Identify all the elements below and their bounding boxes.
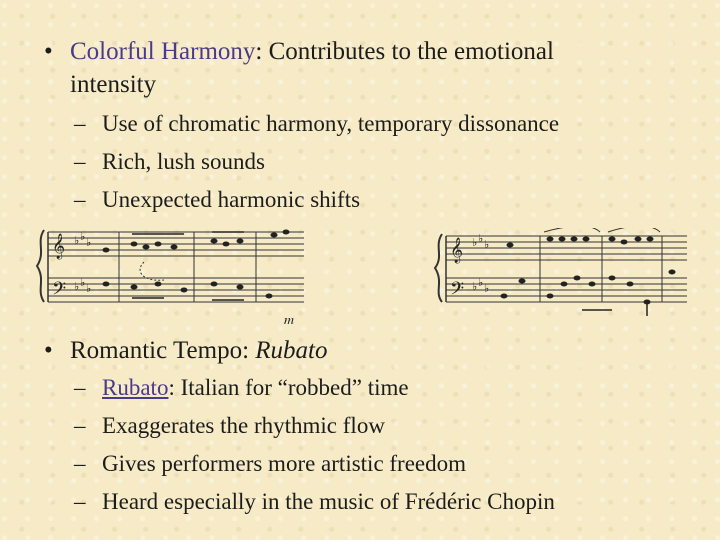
bullet-colorful-harmony <box>44 36 664 100</box>
sub-text-rest: : Italian for “robbed” time <box>168 375 409 400</box>
bullet-text <box>70 335 328 366</box>
sub-text: Use of chromatic harmony, temporary dissonance <box>102 111 560 136</box>
sub-dash: – <box>74 375 86 400</box>
music-score-excerpt-left <box>34 222 309 332</box>
sub-text: Gives performers more artistic freedom <box>102 451 467 476</box>
svg-text:𝄞: 𝄞 <box>52 234 66 259</box>
bullet-dot: • <box>44 337 53 364</box>
svg-text:♭: ♭ <box>86 282 92 295</box>
svg-text:♭: ♭ <box>472 236 478 249</box>
svg-text:𝄢: 𝄢 <box>52 279 67 304</box>
bullet-text-line2: intensity <box>70 71 157 98</box>
sub-dash: – <box>74 111 86 136</box>
svg-text:♭: ♭ <box>80 230 86 243</box>
bullet-term: Romantic Tempo: <box>70 337 256 364</box>
sub-text: Heard especially in the music of Frédéric Chopin <box>102 489 555 514</box>
svg-text:♭: ♭ <box>472 280 478 293</box>
svg-text:♭: ♭ <box>86 236 92 249</box>
bullet-dot: • <box>44 38 53 65</box>
svg-text:♭: ♭ <box>74 280 80 293</box>
svg-text:♭: ♭ <box>484 282 490 295</box>
sub-text <box>102 374 409 402</box>
bullet-term: Colorful Harmony <box>70 38 256 65</box>
svg-text:♭: ♭ <box>478 276 484 289</box>
sub-dash: – <box>74 451 86 476</box>
sub-dash: – <box>74 149 86 174</box>
svg-text:𝄢: 𝄢 <box>450 279 465 304</box>
music-score-excerpt-right <box>432 228 692 328</box>
rubato-link[interactable]: Rubato <box>102 375 169 400</box>
sub-text: Rich, lush sounds <box>102 149 265 174</box>
svg-text:𝄞: 𝄞 <box>450 238 464 263</box>
svg-text:♭: ♭ <box>74 234 80 247</box>
svg-text:♭: ♭ <box>80 276 86 289</box>
bullet-romantic-tempo <box>44 335 664 367</box>
svg-text:♭: ♭ <box>484 238 490 251</box>
svg-text:♭: ♭ <box>478 232 484 245</box>
sub-text: Unexpected harmonic shifts <box>102 187 361 212</box>
bullet-term-italic: Rubato <box>255 337 328 364</box>
sub-dash: – <box>74 413 86 438</box>
bullet-text <box>70 36 554 67</box>
bullet-desc: : Contributes to the emotional <box>255 38 554 65</box>
svg-text:𝆐: 𝆐 <box>284 312 295 328</box>
sub-dash: – <box>74 489 86 514</box>
sub-text: Exaggerates the rhythmic flow <box>102 413 385 438</box>
sub-dash: – <box>74 187 86 212</box>
